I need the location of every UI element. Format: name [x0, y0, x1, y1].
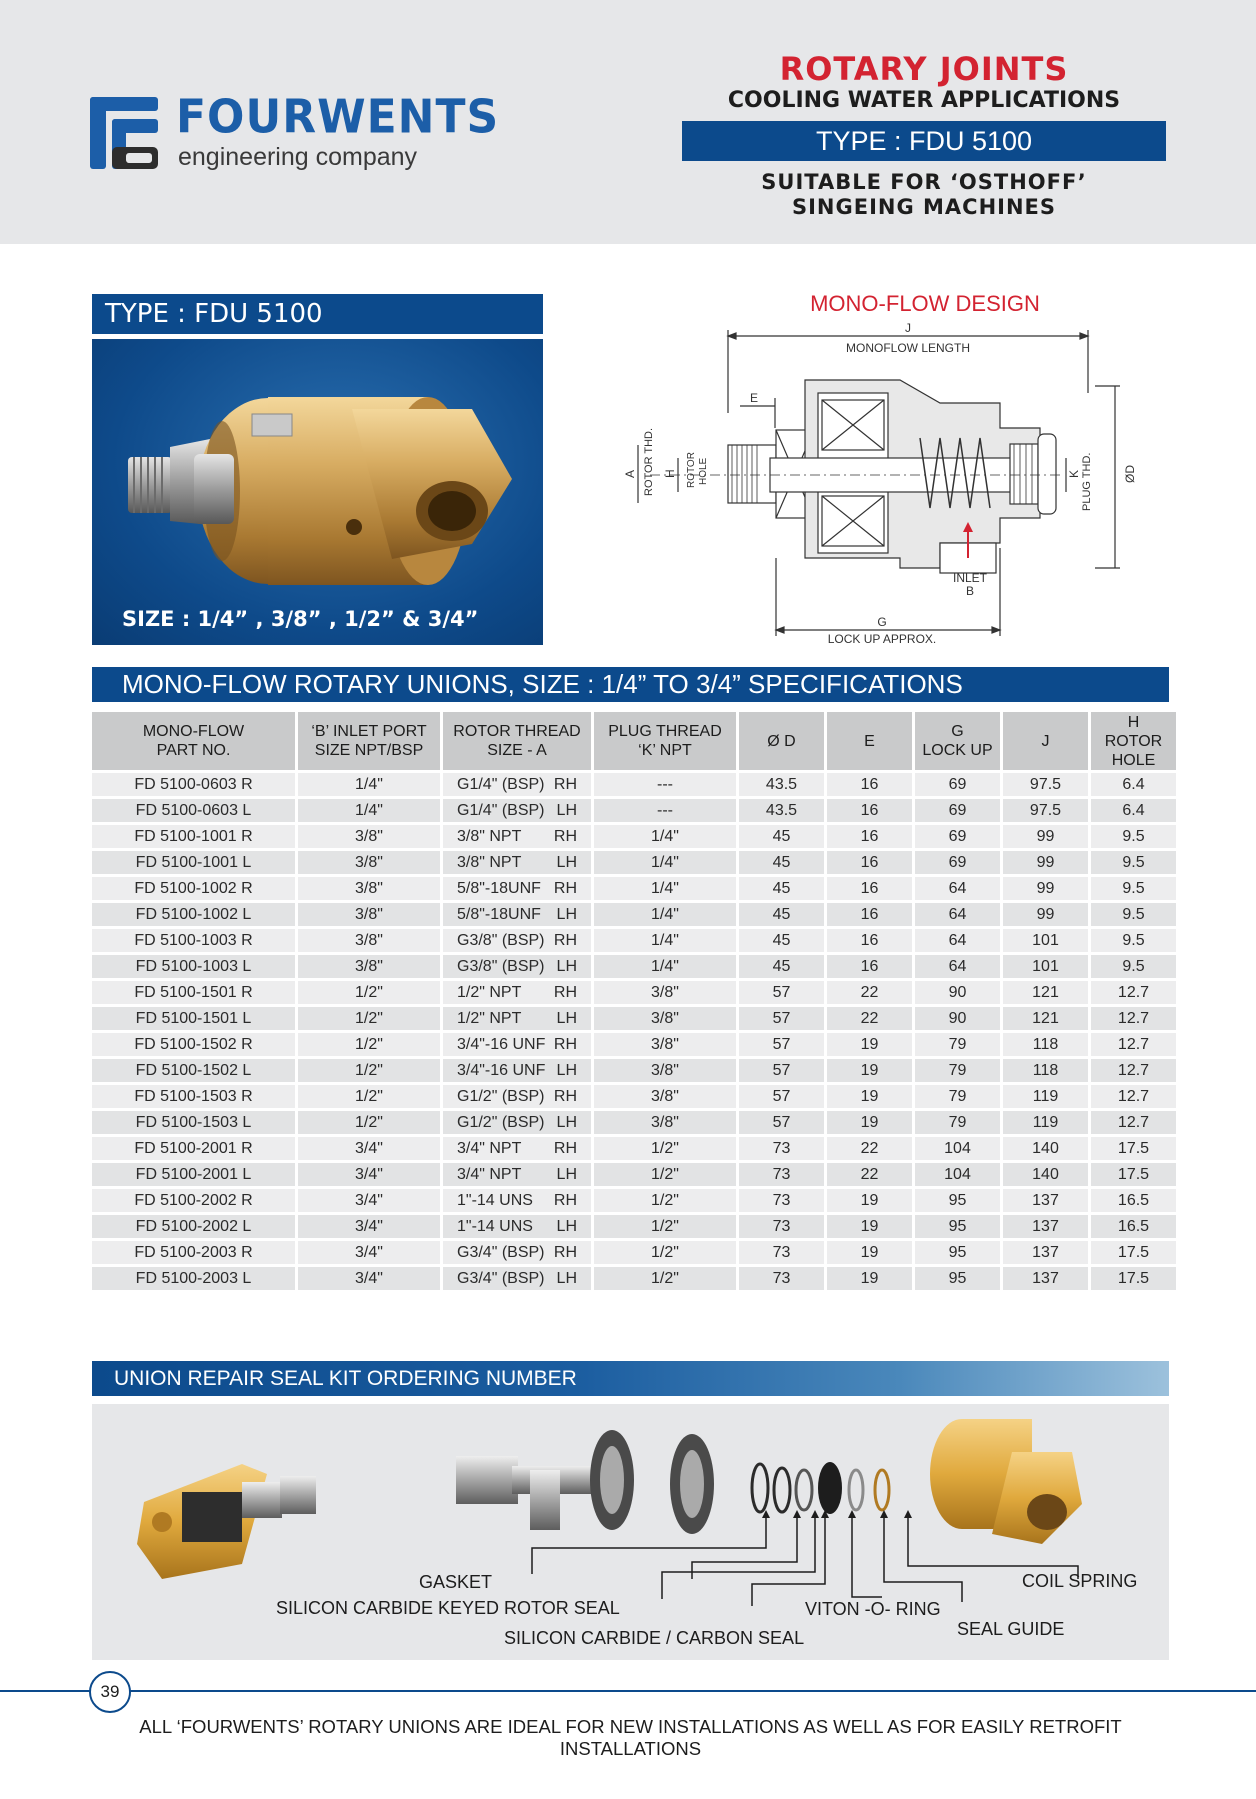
size-text: SIZE : 1/4” , 3/8” , 1/2” & 3/4”: [122, 607, 479, 631]
cell-h: 16.5: [1091, 1215, 1176, 1238]
cell-inlet: 3/8": [298, 851, 440, 874]
cell-inlet: 3/8": [298, 877, 440, 900]
cell-inlet: 3/4": [298, 1163, 440, 1186]
cell-h: 17.5: [1091, 1267, 1176, 1290]
cell-inlet: 3/4": [298, 1241, 440, 1264]
table-row: [92, 981, 1176, 1004]
rotor-thread-hand: LH: [556, 1061, 577, 1079]
cell-inlet: 3/8": [298, 903, 440, 926]
cell-g: 104: [915, 1163, 1000, 1186]
rotor-label: ROTOR: [686, 452, 697, 488]
cell-h: 12.7: [1091, 1007, 1176, 1030]
cell-e: 19: [827, 1059, 912, 1082]
table-row: [92, 1189, 1176, 1212]
cell-e: 19: [827, 1241, 912, 1264]
rotor-thread-size: 3/4" NPT: [457, 1165, 522, 1183]
cell-e: 19: [827, 1033, 912, 1056]
cell-part-no: FD 5100-2003 L: [92, 1267, 295, 1290]
cell-inlet: 1/2": [298, 1033, 440, 1056]
rotor-thread-hand: RH: [553, 775, 577, 793]
cell-inlet: 1/2": [298, 1085, 440, 1108]
cell-inlet: 3/4": [298, 1137, 440, 1160]
cell-e: 16: [827, 903, 912, 926]
cell-rotor-thread: [443, 773, 591, 796]
cell-inlet: 1/4": [298, 773, 440, 796]
cell-d: 57: [739, 1059, 824, 1082]
cell-part-no: FD 5100-1001 L: [92, 851, 295, 874]
cell-part-no: FD 5100-1003 R: [92, 929, 295, 952]
rotor-thread-hand: LH: [556, 801, 577, 819]
rotor-thread-size: 1"-14 UNS: [457, 1191, 533, 1209]
dim-e-label: E: [750, 391, 759, 405]
rotor-thread-size: G1/2" (BSP): [457, 1087, 545, 1105]
cell-part-no: FD 5100-2003 R: [92, 1241, 295, 1264]
cell-plug-thread: 3/8": [594, 981, 736, 1004]
col-j: J: [1003, 712, 1088, 770]
cell-h: 9.5: [1091, 929, 1176, 952]
cell-inlet: 3/8": [298, 929, 440, 952]
cell-plug-thread: 3/8": [594, 1111, 736, 1134]
cell-e: 16: [827, 799, 912, 822]
cell-d: 43.5: [739, 799, 824, 822]
spec-title-bar: MONO-FLOW ROTARY UNIONS, SIZE : 1/4” TO 3/4” SPECIFICATIONS: [92, 667, 1169, 702]
cell-h: 9.5: [1091, 851, 1176, 874]
cell-plug-thread: 1/2": [594, 1241, 736, 1264]
table-row: [92, 1215, 1176, 1238]
dim-d-label: ØD: [1123, 465, 1137, 483]
cell-j: 119: [1003, 1085, 1088, 1108]
cell-plug-thread: 1/4": [594, 903, 736, 926]
cell-j: 118: [1003, 1033, 1088, 1056]
cell-plug-thread: ---: [594, 799, 736, 822]
page-number: 39: [89, 1671, 131, 1713]
cell-d: 57: [739, 1111, 824, 1134]
sc-carbon-seal-label: SILICON CARBIDE / CARBON SEAL: [504, 1628, 805, 1648]
col-part-no: MONO-FLOW PART NO.: [92, 712, 295, 770]
cell-plug-thread: 1/2": [594, 1163, 736, 1186]
table-row: [92, 903, 1176, 926]
cell-e: 19: [827, 1189, 912, 1212]
rotor-thread-size: 3/4"-16 UNF: [457, 1035, 546, 1053]
cell-g: 104: [915, 1137, 1000, 1160]
col-inlet-port: ‘B’ INLET PORT SIZE NPT/BSP: [298, 712, 440, 770]
cell-j: 99: [1003, 825, 1088, 848]
cell-j: 137: [1003, 1267, 1088, 1290]
cell-part-no: FD 5100-2002 R: [92, 1189, 295, 1212]
spec-table: [89, 709, 1179, 1293]
cell-j: 97.5: [1003, 773, 1088, 796]
rotor-thread-hand: LH: [556, 1217, 577, 1235]
cell-inlet: 3/8": [298, 955, 440, 978]
cell-rotor-thread: [443, 877, 591, 900]
cell-part-no: FD 5100-1503 R: [92, 1085, 295, 1108]
table-row: [92, 877, 1176, 900]
cell-rotor-thread: [443, 955, 591, 978]
cell-d: 57: [739, 1007, 824, 1030]
rotor-thread-hand: LH: [556, 1165, 577, 1183]
cell-inlet: 1/2": [298, 1007, 440, 1030]
cell-rotor-thread: [443, 851, 591, 874]
table-row: [92, 1137, 1176, 1160]
cell-g: 79: [915, 1059, 1000, 1082]
cell-plug-thread: 3/8": [594, 1007, 736, 1030]
cell-h: 6.4: [1091, 773, 1176, 796]
cell-inlet: 3/4": [298, 1215, 440, 1238]
cell-d: 73: [739, 1267, 824, 1290]
cell-e: 19: [827, 1267, 912, 1290]
footer-text: ALL ‘FOURWENTS’ ROTARY UNIONS ARE IDEAL FOR NEW INSTALLATIONS AS WELL AS FOR EASILY RETROFIT INSTALLATIONS: [139, 1716, 1122, 1759]
cell-h: 6.4: [1091, 799, 1176, 822]
cell-part-no: FD 5100-1503 L: [92, 1111, 295, 1134]
page-title: ROTARY JOINTS: [779, 50, 1069, 88]
cell-d: 45: [739, 903, 824, 926]
cell-j: 99: [1003, 851, 1088, 874]
col-h: H ROTOR HOLE: [1091, 712, 1176, 770]
cell-rotor-thread: [443, 1111, 591, 1134]
cell-e: 16: [827, 851, 912, 874]
cell-inlet: 1/2": [298, 1111, 440, 1134]
rotor-thread-size: G3/8" (BSP): [457, 931, 545, 949]
cell-g: 64: [915, 955, 1000, 978]
table-row: [92, 1241, 1176, 1264]
rotor-thread-size: G3/4" (BSP): [457, 1243, 545, 1261]
type-banner: TYPE : FDU 5100: [682, 121, 1166, 161]
cell-part-no: FD 5100-1502 L: [92, 1059, 295, 1082]
cell-part-no: FD 5100-2001 R: [92, 1137, 295, 1160]
rotor-thread-hand: RH: [553, 983, 577, 1001]
rotor-thread-hand: RH: [553, 827, 577, 845]
cell-d: 43.5: [739, 773, 824, 796]
dim-g-label: G: [877, 615, 887, 629]
cell-rotor-thread: [443, 1085, 591, 1108]
cell-j: 99: [1003, 903, 1088, 926]
cell-rotor-thread: [443, 1163, 591, 1186]
cell-j: 121: [1003, 1007, 1088, 1030]
dim-j-label: J: [905, 321, 911, 335]
cell-e: 19: [827, 1111, 912, 1134]
page-header: [0, 0, 1256, 244]
cell-rotor-thread: [443, 929, 591, 952]
brand-subtitle: engineering company: [178, 143, 418, 171]
cell-g: 79: [915, 1085, 1000, 1108]
cell-part-no: FD 5100-2001 L: [92, 1163, 295, 1186]
rotor-thread-hand: LH: [556, 1009, 577, 1027]
cell-g: 95: [915, 1215, 1000, 1238]
rotor-thread-hand: RH: [553, 879, 577, 897]
cell-j: 101: [1003, 955, 1088, 978]
cell-plug-thread: 1/4": [594, 955, 736, 978]
table-row: [92, 825, 1176, 848]
cell-e: 16: [827, 929, 912, 952]
table-row: [92, 1163, 1176, 1186]
cell-inlet: 3/8": [298, 825, 440, 848]
cell-d: 73: [739, 1189, 824, 1212]
cell-j: 140: [1003, 1137, 1088, 1160]
cell-j: 118: [1003, 1059, 1088, 1082]
rotor-thread-size: 3/4"-16 UNF: [457, 1061, 546, 1079]
cell-j: 101: [1003, 929, 1088, 952]
cell-e: 22: [827, 1137, 912, 1160]
rotor-thread-hand: LH: [556, 905, 577, 923]
suitable-line-1: SUITABLE FOR ‘OSTHOFF’: [761, 170, 1087, 194]
table-row: [92, 799, 1176, 822]
cell-plug-thread: 3/8": [594, 1033, 736, 1056]
cell-g: 69: [915, 773, 1000, 796]
rotor-thd-label: ROTOR THD.: [643, 427, 655, 496]
hole-label: HOLE: [698, 457, 709, 485]
table-row: [92, 955, 1176, 978]
cell-rotor-thread: [443, 1033, 591, 1056]
cell-j: 137: [1003, 1189, 1088, 1212]
col-e: E: [827, 712, 912, 770]
suitable-line-2: SINGEING MACHINES: [791, 195, 1057, 219]
cell-j: 140: [1003, 1163, 1088, 1186]
cell-h: 12.7: [1091, 1111, 1176, 1134]
rotor-thread-size: 1/2" NPT: [457, 983, 522, 1001]
rotor-thread-size: G1/4" (BSP): [457, 775, 545, 793]
product-type-bar: TYPE : FDU 5100: [92, 294, 543, 334]
col-plug-thread: PLUG THREAD ‘K’ NPT: [594, 712, 736, 770]
cell-plug-thread: 1/2": [594, 1267, 736, 1290]
cell-plug-thread: 1/4": [594, 877, 736, 900]
cell-j: 137: [1003, 1215, 1088, 1238]
cell-h: 9.5: [1091, 825, 1176, 848]
rotor-thread-size: 5/8"-18UNF: [457, 905, 541, 923]
scksr-label: SILICON CARBIDE KEYED ROTOR SEAL: [276, 1598, 620, 1618]
table-row: [92, 1111, 1176, 1134]
cell-rotor-thread: [443, 1007, 591, 1030]
cell-part-no: FD 5100-1501 R: [92, 981, 295, 1004]
rotor-thread-hand: LH: [556, 1269, 577, 1287]
rotor-thread-hand: RH: [553, 1139, 577, 1157]
rotor-thread-hand: RH: [553, 1243, 577, 1261]
cell-plug-thread: 1/4": [594, 851, 736, 874]
lock-up-label: LOCK UP APPROX.: [827, 632, 937, 646]
cell-g: 79: [915, 1033, 1000, 1056]
viton-o-ring-label: VITON -O- RING: [805, 1599, 941, 1619]
rotor-thread-hand: LH: [556, 853, 577, 871]
cell-h: 12.7: [1091, 981, 1176, 1004]
cell-inlet: 3/4": [298, 1189, 440, 1212]
table-row: [92, 1007, 1176, 1030]
cell-rotor-thread: [443, 1241, 591, 1264]
cell-h: 9.5: [1091, 877, 1176, 900]
rotor-thread-hand: RH: [553, 1191, 577, 1209]
table-row: [92, 1059, 1176, 1082]
cell-d: 73: [739, 1163, 824, 1186]
spec-header-row: [92, 712, 1176, 770]
col-rotor-thread: ROTOR THREAD SIZE - A: [443, 712, 591, 770]
seal-kit-panel: [92, 1404, 1169, 1660]
monoflow-length-label: MONOFLOW LENGTH: [845, 341, 971, 355]
cell-h: 16.5: [1091, 1189, 1176, 1212]
cell-rotor-thread: [443, 1215, 591, 1238]
cell-inlet: 1/2": [298, 981, 440, 1004]
cell-plug-thread: 3/8": [594, 1059, 736, 1082]
diagram-title: MONO-FLOW DESIGN: [810, 291, 1040, 316]
rotor-thread-hand: LH: [556, 957, 577, 975]
cell-rotor-thread: [443, 903, 591, 926]
cell-inlet: 1/4": [298, 799, 440, 822]
cell-part-no: FD 5100-1001 R: [92, 825, 295, 848]
seal-kit-title-bar: UNION REPAIR SEAL KIT ORDERING NUMBER: [92, 1361, 1169, 1396]
cell-plug-thread: 1/4": [594, 929, 736, 952]
cell-h: 17.5: [1091, 1163, 1176, 1186]
cell-j: 119: [1003, 1111, 1088, 1134]
cell-j: 97.5: [1003, 799, 1088, 822]
cell-plug-thread: 1/4": [594, 825, 736, 848]
cell-rotor-thread: [443, 981, 591, 1004]
table-row: [92, 1033, 1176, 1056]
cell-e: 16: [827, 877, 912, 900]
cell-g: 69: [915, 851, 1000, 874]
inlet-b-label: B: [965, 584, 975, 598]
table-row: [92, 929, 1176, 952]
cell-h: 12.7: [1091, 1059, 1176, 1082]
cell-g: 64: [915, 877, 1000, 900]
rotor-thread-hand: RH: [553, 1087, 577, 1105]
gasket-label: GASKET: [419, 1572, 493, 1592]
cell-g: 79: [915, 1111, 1000, 1134]
cell-e: 19: [827, 1215, 912, 1238]
rotor-thread-size: G1/2" (BSP): [457, 1113, 545, 1131]
cell-part-no: FD 5100-1002 R: [92, 877, 295, 900]
cell-d: 45: [739, 851, 824, 874]
cell-h: 12.7: [1091, 1085, 1176, 1108]
rotor-thread-size: 3/4" NPT: [457, 1139, 522, 1157]
cell-d: 45: [739, 929, 824, 952]
cell-j: 99: [1003, 877, 1088, 900]
cell-d: 45: [739, 955, 824, 978]
cutaway-joint: [137, 1464, 316, 1579]
spec-table-body: [92, 773, 1176, 1290]
cell-g: 95: [915, 1267, 1000, 1290]
inlet-label: INLET: [952, 571, 988, 585]
table-row: [92, 773, 1176, 796]
cell-e: 16: [827, 955, 912, 978]
cell-rotor-thread: [443, 1267, 591, 1290]
cell-h: 17.5: [1091, 1241, 1176, 1264]
rotary-joint-image: [92, 339, 543, 645]
cell-rotor-thread: [443, 1137, 591, 1160]
rotor-thread-size: 3/8" NPT: [457, 827, 522, 845]
cell-plug-thread: ---: [594, 773, 736, 796]
col-d: Ø D: [739, 712, 824, 770]
rotor-thread-size: G1/4" (BSP): [457, 801, 545, 819]
cell-j: 137: [1003, 1241, 1088, 1264]
cell-part-no: FD 5100-0603 R: [92, 773, 295, 796]
cell-g: 90: [915, 1007, 1000, 1030]
cell-g: 69: [915, 799, 1000, 822]
cell-g: 90: [915, 981, 1000, 1004]
cell-rotor-thread: [443, 1189, 591, 1212]
cell-j: 121: [1003, 981, 1088, 1004]
rotor-thread-hand: RH: [553, 1035, 577, 1053]
cell-h: 9.5: [1091, 903, 1176, 926]
seal-guide-label: SEAL GUIDE: [957, 1619, 1065, 1639]
rotor-thread-size: G3/8" (BSP): [457, 957, 545, 975]
rotor-thread-size: 5/8"-18UNF: [457, 879, 541, 897]
cell-e: 16: [827, 773, 912, 796]
cell-d: 45: [739, 825, 824, 848]
cell-rotor-thread: [443, 825, 591, 848]
cell-part-no: FD 5100-1501 L: [92, 1007, 295, 1030]
cell-g: 64: [915, 903, 1000, 926]
cell-part-no: FD 5100-1003 L: [92, 955, 295, 978]
cell-d: 57: [739, 981, 824, 1004]
cell-e: 22: [827, 981, 912, 1004]
fourwents-logo-icon: [90, 97, 158, 169]
dim-k-label: K: [1067, 469, 1081, 478]
cell-e: 19: [827, 1085, 912, 1108]
cell-plug-thread: 1/2": [594, 1137, 736, 1160]
cell-inlet: 1/2": [298, 1059, 440, 1082]
cell-d: 57: [739, 1033, 824, 1056]
cell-part-no: FD 5100-1502 R: [92, 1033, 295, 1056]
mono-flow-diagram: [590, 318, 1180, 654]
cell-rotor-thread: [443, 1059, 591, 1082]
cell-e: 16: [827, 825, 912, 848]
rotor-thread-hand: RH: [553, 931, 577, 949]
rotor-thread-size: G3/4" (BSP): [457, 1269, 545, 1287]
cell-e: 22: [827, 1007, 912, 1030]
dim-h-label: H: [663, 469, 677, 478]
cell-h: 12.7: [1091, 1033, 1176, 1056]
table-row: [92, 1085, 1176, 1108]
coil-spring-label: COIL SPRING: [1022, 1571, 1138, 1591]
cell-part-no: FD 5100-2002 L: [92, 1215, 295, 1238]
cell-d: 73: [739, 1137, 824, 1160]
cell-h: 9.5: [1091, 955, 1176, 978]
cell-g: 69: [915, 825, 1000, 848]
cell-d: 57: [739, 1085, 824, 1108]
cell-g: 95: [915, 1241, 1000, 1264]
cell-plug-thread: 3/8": [594, 1085, 736, 1108]
cell-d: 73: [739, 1215, 824, 1238]
cell-part-no: FD 5100-1002 L: [92, 903, 295, 926]
cell-plug-thread: 1/2": [594, 1215, 736, 1238]
rotor-thread-size: 3/8" NPT: [457, 853, 522, 871]
cell-g: 95: [915, 1189, 1000, 1212]
cell-part-no: FD 5100-0603 L: [92, 799, 295, 822]
cell-plug-thread: 1/2": [594, 1189, 736, 1212]
rotor-thread-size: 1/2" NPT: [457, 1009, 522, 1027]
cell-inlet: 3/4": [298, 1267, 440, 1290]
cell-d: 73: [739, 1241, 824, 1264]
table-row: [92, 1267, 1176, 1290]
dim-a-label: A: [623, 469, 637, 478]
rotor-thread-size: 1"-14 UNS: [457, 1217, 533, 1235]
table-row: [92, 851, 1176, 874]
cell-h: 17.5: [1091, 1137, 1176, 1160]
cell-g: 64: [915, 929, 1000, 952]
brand-name: FOURWENTS: [176, 90, 500, 145]
cell-d: 45: [739, 877, 824, 900]
plug-thd-label: PLUG THD.: [1081, 452, 1093, 511]
col-g: G LOCK UP: [915, 712, 1000, 770]
cell-rotor-thread: [443, 799, 591, 822]
rotor-thread-hand: LH: [556, 1113, 577, 1131]
cell-e: 22: [827, 1163, 912, 1186]
footer-divider: [0, 1690, 1256, 1692]
page-subtitle: COOLING WATER APPLICATIONS: [727, 88, 1121, 113]
product-photo: [92, 339, 543, 645]
